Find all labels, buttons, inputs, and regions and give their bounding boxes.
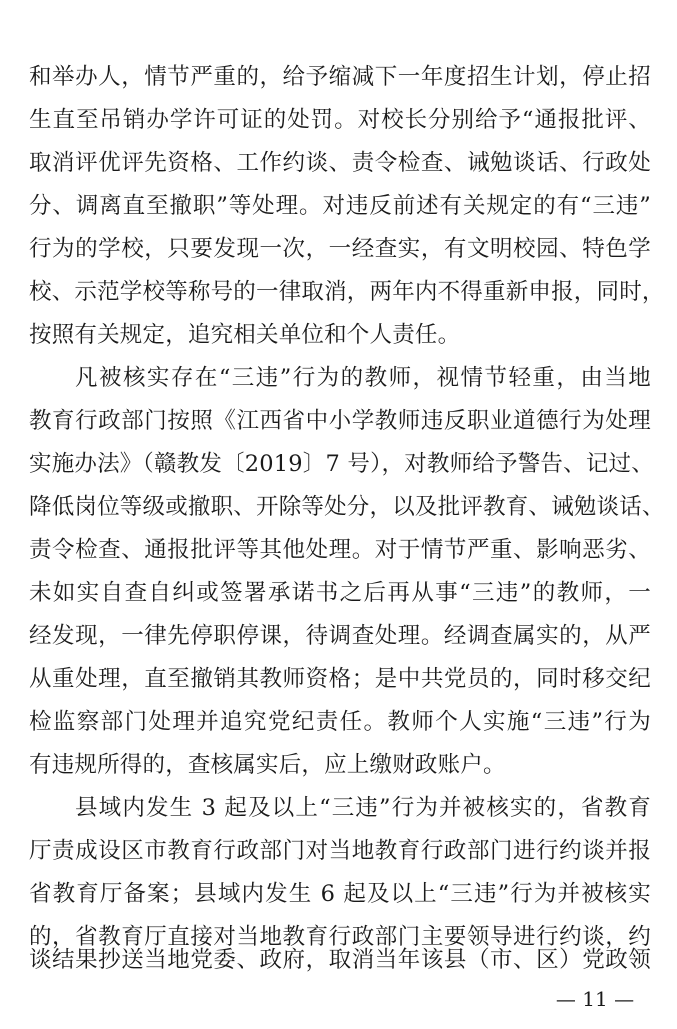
- text-line: 行为的学校，只要发现一次，一经查实，有文明校园、特色学: [29, 236, 651, 262]
- text-line: 谈结果抄送当地党委、政府，取消当年该县（市、区）党政领: [29, 947, 651, 973]
- text-line: 有违规所得的，查核属实后，应上缴财政账户。: [29, 752, 506, 778]
- paragraph-first-line: 凡被核实存在“三违”行为的教师，视情节轻重，由当地: [75, 365, 651, 391]
- text-line: 校、示范学校等称号的一律取消，两年内不得重新申报，同时，: [29, 279, 665, 305]
- text-line: 从重处理，直至撤销其教师资格；是中共党员的，同时移交纪: [29, 666, 651, 692]
- text-line: 检监察部门处理并追究党纪责任。教师个人实施“三违”行为: [29, 709, 651, 735]
- text-line: 取消评优评先资格、工作约谈、责令检查、诫勉谈话、行政处: [29, 150, 651, 176]
- text-line: 实施办法》（赣教发〔2019〕7 号），对教师给予警告、记过、: [29, 451, 654, 477]
- text-line: 按照有关规定，追究相关单位和个人责任。: [29, 322, 461, 348]
- text-line: 降低岗位等级或撤职、开除等处分，以及批评教育、诫勉谈话、: [29, 494, 665, 520]
- text-line: 和举办人，情节严重的，给予缩减下一年度招生计划，停止招: [29, 64, 651, 90]
- text-line: 经发现，一律先停职停课，待调查处理。经调查属实的，从严: [29, 623, 651, 649]
- text-line: 厅责成设区市教育行政部门对当地教育行政部门进行约谈并报: [29, 838, 651, 864]
- text-line: 的，省教育厅直接对当地教育行政部门主要领导进行约谈，约: [29, 924, 651, 950]
- text-line: 教育行政部门按照《江西省中小学教师违反职业道德行为处理: [29, 408, 651, 434]
- page-number: — 11 —: [555, 987, 635, 1011]
- text-line: 省教育厅备案；县域内发生 6 起及以上“三违”行为并被核实: [29, 881, 651, 907]
- text-line: 生直至吊销办学许可证的处罚。对校长分别给予“通报批评、: [29, 107, 651, 133]
- text-line: 责令检查、通报批评等其他处理。对于情节严重、影响恶劣、: [29, 537, 651, 563]
- text-line: 未如实自查自纠或签署承诺书之后再从事“三违”的教师，一: [29, 580, 651, 606]
- paragraph-first-line: 县域内发生 3 起及以上“三违”行为并被核实的，省教育: [75, 795, 651, 821]
- text-line: 分、调离直至撤职”等处理。对违反前述有关规定的有“三违”: [29, 193, 651, 219]
